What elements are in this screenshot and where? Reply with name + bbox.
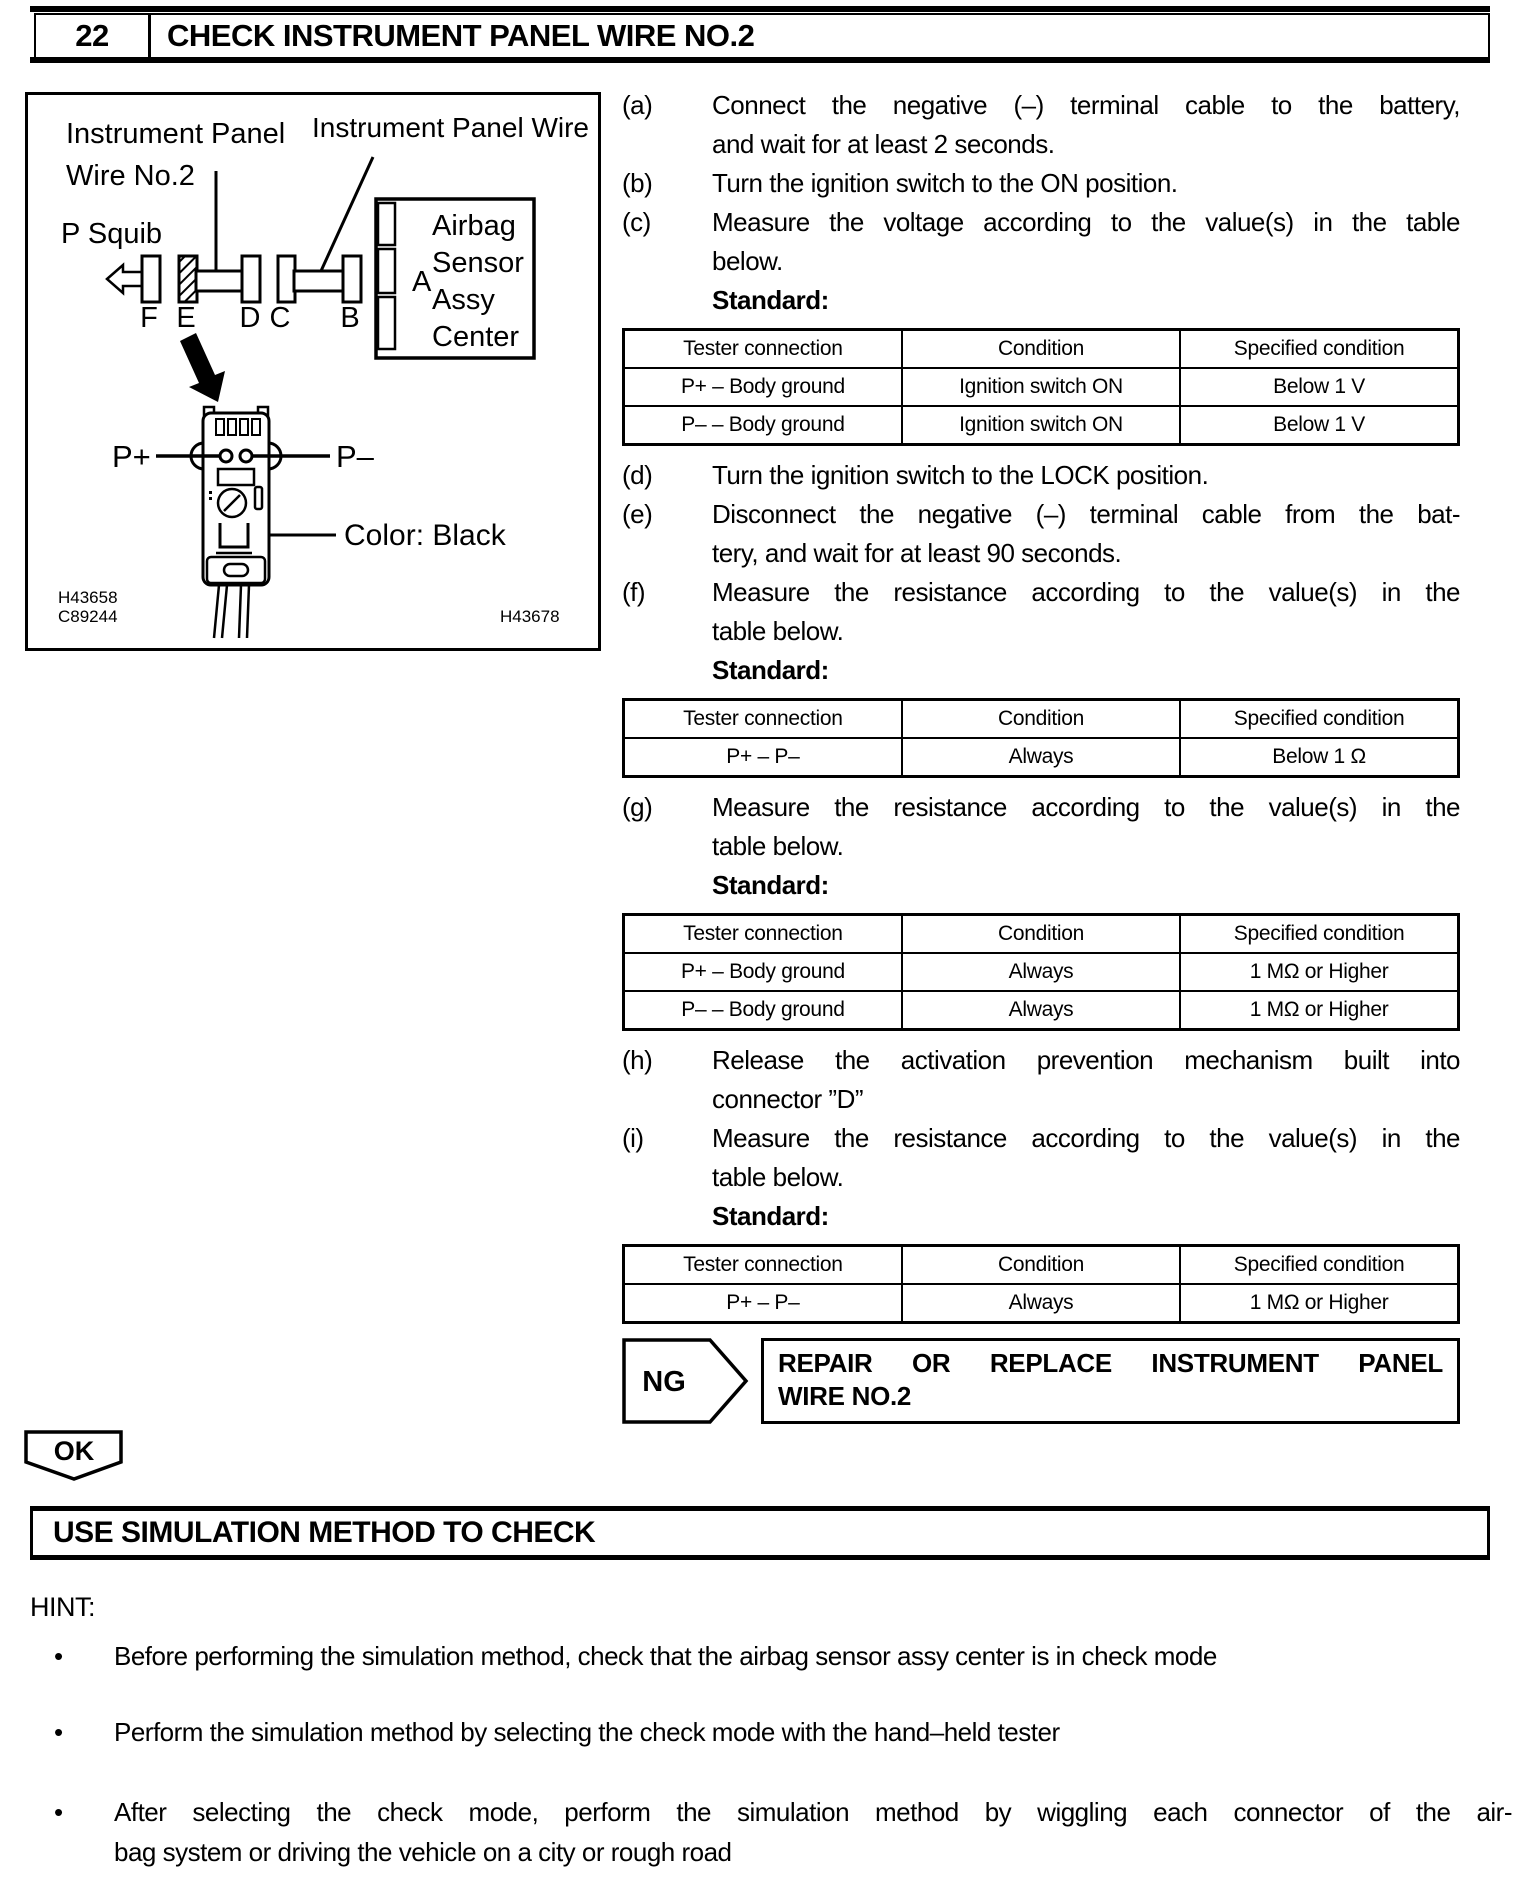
sensor-pin-a: A — [412, 266, 432, 298]
sensor-label-line3: Assy — [432, 284, 495, 316]
hint-label: HINT: — [30, 1592, 95, 1622]
standard-label-2: Standard: — [712, 655, 829, 685]
connector-tooth-4 — [252, 419, 260, 435]
connector-letter-c: C — [269, 302, 291, 334]
step-g: (g) Measure the resistance according to the value(s) in the table below. — [622, 792, 1460, 861]
col-header: Condition — [902, 330, 1180, 369]
terminal-p-minus — [240, 450, 252, 462]
ok-badge — [24, 1430, 124, 1482]
connector-bottom-oval — [224, 564, 248, 576]
step-header — [34, 13, 1490, 59]
ng-arrow-shape — [622, 1338, 749, 1424]
step-i: (i) Measure the resistance according to the value(s) in the table below. — [622, 1123, 1460, 1192]
label-p-plus: P+ — [112, 439, 151, 474]
ng-action-box: REPAIR OR REPLACE INSTRUMENT PANEL WIRE NO.2 — [761, 1338, 1460, 1424]
voltage-table — [622, 328, 1460, 446]
connector-latch-block — [218, 469, 254, 485]
sensor-label-line1: Airbag — [432, 210, 516, 242]
connector-tooth-3 — [240, 419, 248, 435]
connector-tooth-1 — [216, 419, 224, 435]
table-row: P+ – P– Always 1 MΩ or Higher — [624, 1284, 1459, 1323]
standard-label-3: Standard: — [712, 870, 829, 900]
table-row: P+ – Body ground Always 1 MΩ or Higher — [624, 953, 1459, 991]
wiring-diagram-figure — [25, 92, 601, 651]
bullet-dot: • — [54, 1641, 63, 1671]
col-header: Specified condition — [1180, 1246, 1458, 1285]
step-f: (f) Measure the resistance according to the value(s) in the table below. — [622, 577, 1460, 646]
connector-letter-b: B — [340, 302, 360, 334]
hint-bullet-2: • Perform the simulation method by selecting the check mode with the hand–held tester — [30, 1712, 1512, 1752]
col-header: Specified condition — [1180, 700, 1458, 739]
wire-left-b — [222, 585, 227, 638]
connector-mark-1 — [209, 491, 212, 494]
wiring-diagram-svg — [28, 95, 592, 642]
table-row: P– – Body ground Ignition switch ON Below 1 V — [624, 406, 1459, 445]
page-title: CHECK INSTRUMENT PANEL WIRE NO.2 — [167, 18, 755, 53]
bullet-dot: • — [54, 1717, 63, 1747]
wire-right-b — [247, 585, 249, 638]
resistance-table-3 — [622, 1244, 1460, 1324]
header-top-rule — [30, 6, 1490, 12]
sensor-slot-3 — [378, 297, 395, 349]
terminal-p-plus — [220, 450, 232, 462]
step-b: (b) Turn the ignition switch to the ON position. — [622, 168, 1178, 198]
table-row: P– – Body ground Always 1 MΩ or Higher — [624, 991, 1459, 1030]
squib-arrow-terminal — [107, 265, 145, 293]
col-header: Tester connection — [624, 915, 902, 954]
connector-mark-2 — [209, 497, 212, 500]
wire-segment-e-d — [196, 271, 242, 291]
hint-list — [30, 1636, 1512, 1872]
wire-left-a — [214, 585, 219, 638]
connector-letter-d: D — [239, 302, 261, 334]
col-header: Tester connection — [624, 330, 902, 369]
label-p-minus: P– — [336, 439, 374, 474]
standard-label-1: Standard: — [712, 285, 829, 315]
figure-code-1: H43658 — [58, 588, 118, 607]
simulation-method-title: USE SIMULATION METHOD TO CHECK — [53, 1516, 596, 1549]
connector-f-rect — [142, 256, 160, 302]
figure-code-2: C89244 — [58, 607, 118, 626]
standard-label-4: Standard: — [712, 1201, 829, 1231]
label-instrument-panel-wire: Instrument Panel Wire — [312, 112, 589, 143]
zoom-arrow — [180, 333, 225, 402]
connector-d-rect — [242, 256, 260, 302]
sensor-label-line2: Sensor — [432, 247, 524, 279]
connector-b-rect — [343, 256, 361, 302]
table-row: P+ – Body ground Ignition switch ON Below 1 V — [624, 368, 1459, 406]
ng-result-row — [622, 1338, 1460, 1424]
sensor-slot-1 — [378, 203, 395, 245]
connector-e-rect-hatched — [179, 256, 197, 302]
label-color-black: Color: Black — [344, 519, 506, 552]
step-e: (e) Disconnect the negative (–) terminal cable from the bat- tery, and wait for at least 90 seconds. — [622, 499, 1460, 568]
hint-bullet-1: • Before performing the simulation method, check that the airbag sensor assy center is in check mode — [30, 1636, 1512, 1676]
step-d: (d) Turn the ignition switch to the LOCK position. — [622, 460, 1209, 490]
figure-code-3: H43678 — [500, 607, 560, 626]
col-header: Specified condition — [1180, 915, 1458, 954]
step-h: (h) Release the activation prevention mechanism built into connector ”D” — [622, 1045, 1460, 1114]
label-instrument-panel-wire-no2-line2: Wire No.2 — [66, 160, 195, 192]
col-header: Condition — [902, 915, 1180, 954]
sensor-slot-2 — [378, 249, 395, 293]
connector-letter-e: E — [176, 302, 196, 334]
step-a: (a) Connect the negative (–) terminal cable to the battery, and wait for at least 2 seconds. — [622, 90, 1460, 159]
col-header: Tester connection — [624, 700, 902, 739]
resistance-table-2 — [622, 913, 1460, 1031]
table-row: P+ – P– Always Below 1 Ω — [624, 738, 1459, 777]
connector-letter-f: F — [140, 302, 158, 334]
connector-slot-detail — [255, 487, 262, 509]
sensor-label-line4: Center — [432, 321, 520, 353]
simulation-method-header — [30, 1506, 1490, 1560]
resistance-table-1 — [622, 698, 1460, 778]
connector-tooth-2 — [228, 419, 236, 435]
col-header: Condition — [902, 1246, 1180, 1285]
label-instrument-panel-wire-no2-line1: Instrument Panel — [66, 118, 286, 150]
wire-segment-c-b — [294, 271, 343, 291]
col-header: Tester connection — [624, 1246, 902, 1285]
col-header: Specified condition — [1180, 330, 1458, 369]
leader-instrument-panel-wire — [321, 157, 373, 271]
ok-label: OK — [53, 1436, 95, 1466]
col-header: Condition — [902, 700, 1180, 739]
hint-bullet-3: • After selecting the check mode, perform the simulation method by wiggling each connector of the air- bag system or driving the vehicle on a city or rough road — [30, 1792, 1512, 1872]
bullet-dot: • — [54, 1797, 63, 1827]
connector-c-rect — [278, 256, 295, 302]
wire-right-a — [239, 585, 241, 638]
ng-label: NG — [642, 1366, 686, 1398]
header-bottom-rule — [30, 57, 1490, 63]
step-c: (c) Measure the voltage according to the value(s) in the table below. — [622, 207, 1460, 276]
step-number: 22 — [36, 15, 151, 57]
procedure-column — [622, 86, 1460, 1424]
label-p-squib: P Squib — [61, 218, 163, 250]
